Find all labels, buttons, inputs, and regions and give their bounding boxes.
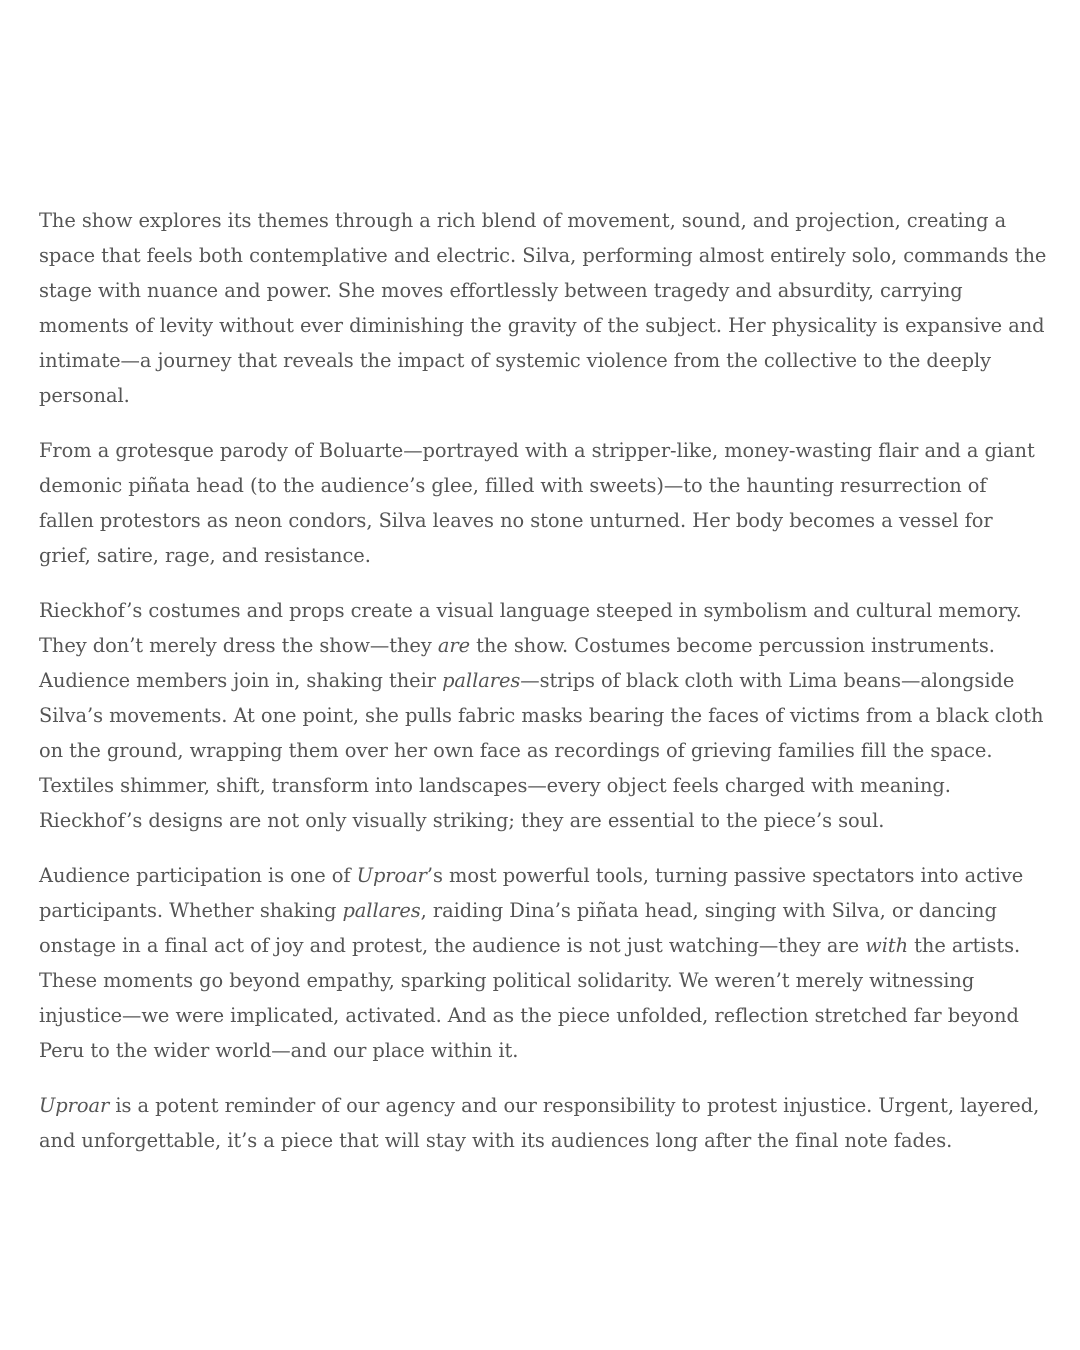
article-body bbox=[39, 203, 1047, 1178]
paragraph-text: Rieckhof’s costumes and props create a visual language steeped in symbolism and cultural memory. They don’t merely dress the show—they bbox=[39, 599, 1022, 657]
paragraph-text: is a potent reminder of our agency and our responsibility to protest injustice. Urgent, layered, and unforgettable, it’s a piece that will stay with its audiences long after the final note fades. bbox=[39, 1094, 1040, 1152]
paragraph-costumes bbox=[39, 593, 1047, 838]
paragraph-text: the show. Costumes become percussion instruments. Audience members join in, shaking their bbox=[39, 634, 995, 692]
emphasis-pallares: pallares bbox=[342, 899, 421, 922]
emphasis-uproar: Uproar bbox=[39, 1094, 110, 1117]
paragraph-text: —strips of black cloth with Lima beans—alongside Silva’s movements. At one point, she pulls fabric masks bearing the faces of victims from a black cloth on the ground, wrapping them over her own face as recordings of grieving families fill the space. Textiles shimmer, shift, transform into landscapes—every object feels charged with meaning. Rieckhof’s designs are not only visually striking; they are essential to the piece’s soul. bbox=[39, 669, 1044, 832]
paragraph-text: The show explores its themes through a rich blend of movement, sound, and projection, creating a space that feels both contemplative and electric. Silva, performing almost entirely solo, commands the stage with nuance and power. She moves effortlessly between tragedy and absurdity, carrying moments of levity without ever diminishing the gravity of the subject. Her physicality is expansive and intimate—a journey that reveals the impact of systemic violence from the collective to the deeply personal. bbox=[39, 209, 1047, 407]
paragraph-text: ’s most powerful tools, turning passive spectators into active participants. Whether shaking bbox=[39, 864, 1024, 922]
emphasis-pallares: pallares bbox=[442, 669, 521, 692]
emphasis-uproar: Uproar bbox=[356, 864, 427, 887]
paragraph-text: the artists. These moments go beyond empathy, sparking political solidarity. We weren’t merely witnessing injustice—we were implicated, activated. And as the piece unfolded, reflection stretched far beyond Peru to the wider world—and our place within it. bbox=[39, 934, 1021, 1062]
paragraph-text: , raiding Dina’s piñata head, singing with Silva, or dancing onstage in a final act of joy and protest, the audience is not just watching—they are bbox=[39, 899, 997, 957]
paragraph-text: Audience participation is one of bbox=[39, 864, 357, 887]
paragraph-performance bbox=[39, 203, 1047, 413]
emphasis-with: with bbox=[865, 934, 909, 957]
emphasis-are: are bbox=[437, 634, 471, 657]
paragraph-conclusion bbox=[39, 1088, 1047, 1158]
paragraph-boluarte-parody bbox=[39, 433, 1047, 573]
paragraph-audience-participation bbox=[39, 858, 1047, 1068]
paragraph-text: From a grotesque parody of Boluarte—portrayed with a stripper-like, money-wasting flair and a giant demonic piñata head (to the audience’s glee, filled with sweets)—to the haunting resurrection of fallen protestors as neon condors, Silva leaves no stone unturned. Her body becomes a vessel for grief, satire, rage, and resistance. bbox=[39, 439, 1035, 567]
